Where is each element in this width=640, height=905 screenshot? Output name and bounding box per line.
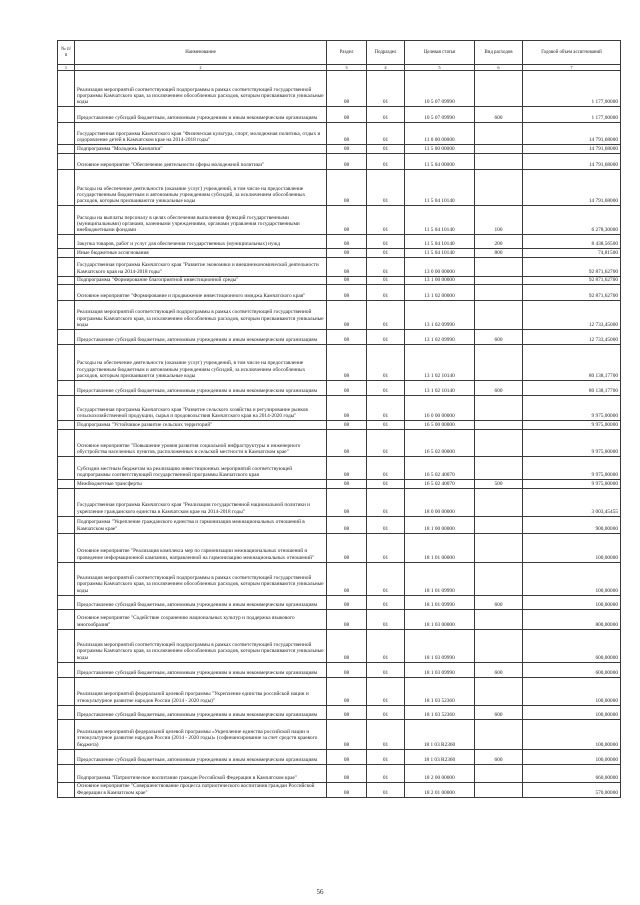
table-row [58,301,621,330]
table-row [58,677,621,705]
row-amount: 6 278,30000 [523,206,621,235]
row-vid [475,396,523,421]
row-vid [475,533,523,562]
row-vid [475,145,523,154]
row-vid [475,276,523,284]
row-razdel: 08 [327,782,367,797]
row-vid [475,629,523,662]
table-row [58,705,621,719]
row-article: 11 0 00 00000 [405,123,475,145]
row-podrazdel: 01 [367,257,405,276]
row-article: 18 1 03 09990 [405,662,475,677]
table-row [58,609,621,629]
row-vid [475,71,523,107]
row-article: 18 2 01 00000 [405,782,475,797]
row-vid [475,488,523,516]
row-name: Основное мероприятие "Формирование и продвижение инвестиционного имиджа Камчатского края" [75,285,327,301]
row-razdel: 08 [327,629,367,662]
row-razdel: 08 [327,235,367,249]
row-podrazdel: 01 [367,516,405,533]
row-vid: 600 [475,705,523,719]
row-name: Закупка товаров, работ и услуг для обеспечения государственных (муниципальных) нужд [75,235,327,249]
column-number: 6 [475,65,523,71]
row-vid: 600 [475,749,523,764]
row-name: Подпрограмма "Молодежь Камчатки" [75,145,327,154]
row-vid [475,677,523,705]
table-row [58,480,621,488]
row-amount: 660,00000 [523,764,621,782]
row-number [58,480,75,488]
row-razdel: 08 [327,457,367,480]
row-article: 11 5 04 00000 [405,154,475,170]
table-row [58,123,621,145]
row-vid [475,719,523,749]
row-amount: 600,00000 [523,662,621,677]
row-razdel: 08 [327,749,367,764]
row-razdel: 08 [327,562,367,595]
row-number [58,677,75,705]
row-razdel: 08 [327,145,367,154]
budget-sheet [57,40,620,798]
row-amount: 92 871,62700 [523,285,621,301]
row-article: 18 1 01 09990 [405,595,475,609]
row-name: Реализация мероприятий соответствующей подпрограммы в рамках соответствующей государственной программы Камчатского края, за исключением обособленных расходов, которым присваиваются уникальные коды [75,629,327,662]
row-razdel: 08 [327,677,367,705]
row-razdel: 08 [327,381,367,396]
row-razdel: 08 [327,396,367,421]
row-article: 18 1 03 R2360 [405,719,475,749]
row-article: 18 1 03 00000 [405,609,475,629]
row-article: 10 5 07 09990 [405,71,475,107]
table-row [58,330,621,345]
row-amount: 12 733,45000 [523,330,621,345]
row-number [58,782,75,797]
page-number: 56 [316,888,324,896]
row-number [58,749,75,764]
table-row [58,719,621,749]
row-podrazdel: 01 [367,107,405,123]
row-name: Основное мероприятие "Обеспечение деятельности сферы молодежной политики" [75,154,327,170]
row-amount: 74,81500 [523,249,621,257]
row-name: Расходы на обеспечение деятельности (оказание услуг) учреждений, в том числе на предоставление государственным бюджетным и автономным учреждениям субсидий, за исключением обособленных расходов, которым присваиваются уникальные коды [75,170,327,206]
row-razdel: 08 [327,533,367,562]
row-podrazdel: 01 [367,301,405,330]
row-vid: 600 [475,662,523,677]
row-razdel: 08 [327,249,367,257]
header-cell: Подраздел [367,41,405,65]
row-name: Государственная программа Камчатского края "Реализация государственной национальной политики и укрепление гражданского единства в Камчатском крае на 2014-2018 годы" [75,488,327,516]
row-podrazdel: 01 [367,421,405,430]
row-number [58,257,75,276]
row-number [58,457,75,480]
row-podrazdel: 01 [367,562,405,595]
row-razdel: 08 [327,421,367,430]
row-podrazdel: 01 [367,285,405,301]
row-amount: 100,00000 [523,533,621,562]
row-vid [475,516,523,533]
row-number [58,285,75,301]
row-razdel: 08 [327,154,367,170]
row-podrazdel: 01 [367,249,405,257]
row-article: 18 1 00 00000 [405,516,475,533]
header-cell: Вид расходов [475,41,523,65]
row-name: Предоставление субсидий бюджетным, автономным учреждениям и иным некоммерческим организациям [75,662,327,677]
row-name: Государственная программа Камчатского края "Развитие экономики и внешнеэкономической деятельности Камчатского края на 2014-2018 годы" [75,257,327,276]
row-amount: 100,00000 [523,562,621,595]
row-razdel: 08 [327,285,367,301]
row-razdel: 08 [327,276,367,284]
row-name: Реализация мероприятий федеральной целевой программы «Укрепление единства российской нации и этнокультурное развитие народов России (2014 - 2020 годы)» (софинансирование за счет средств краевого бюджета) [75,719,327,749]
row-name: Подпрограмма "Устойчивое развитие сельских территорий" [75,421,327,430]
table-row [58,764,621,782]
row-podrazdel: 01 [367,145,405,154]
row-podrazdel: 01 [367,782,405,797]
row-amount: 80 138,17700 [523,381,621,396]
row-vid [475,609,523,629]
table-row [58,257,621,276]
table-row [58,206,621,235]
table-row [58,396,621,421]
row-amount: 92 871,62700 [523,276,621,284]
row-amount: 1 177,00000 [523,107,621,123]
row-number [58,381,75,396]
header-cell: Целевая статья [405,41,475,65]
row-article: 18 1 03 52360 [405,705,475,719]
row-podrazdel: 01 [367,533,405,562]
row-name: Подпрограмма "Формирование благоприятной инвестиционной среды" [75,276,327,284]
row-amount: 100,00000 [523,705,621,719]
row-name: Реализация мероприятий соответствующей подпрограммы в рамках соответствующей государственной программы Камчатского края, за исключением обособленных расходов, которым присваиваются уникальные коды [75,562,327,595]
row-podrazdel: 01 [367,276,405,284]
row-amount: 92 871,62700 [523,257,621,276]
row-amount: 800,00000 [523,609,621,629]
table-row [58,430,621,457]
row-number [58,488,75,516]
row-podrazdel: 01 [367,345,405,381]
row-article: 13 0 00 00000 [405,257,475,276]
row-vid [475,301,523,330]
row-podrazdel: 01 [367,381,405,396]
row-article: 16 5 02 40070 [405,457,475,480]
row-razdel: 08 [327,516,367,533]
row-podrazdel: 01 [367,705,405,719]
row-article: 18 1 01 09990 [405,562,475,595]
row-vid [475,421,523,430]
row-name: Подпрограмма "Укрепление гражданского единства и гармонизация межнациональных отношений в Камчатском крае" [75,516,327,533]
row-number [58,154,75,170]
row-podrazdel: 01 [367,206,405,235]
row-amount: 14 791,68000 [523,145,621,154]
column-number: 2 [75,65,327,71]
row-amount: 100,00000 [523,719,621,749]
row-razdel: 08 [327,705,367,719]
row-razdel: 08 [327,206,367,235]
row-razdel: 08 [327,330,367,345]
row-number [58,235,75,249]
row-name: Основное мероприятие "Повышение уровня развития социальной инфраструктуры и инженерного обустройства населенных пунктов, расположенных в сельской местности в Камчатском крае" [75,430,327,457]
table-row [58,381,621,396]
row-number [58,249,75,257]
table-row [58,154,621,170]
row-amount: 100,00000 [523,595,621,609]
row-number [58,170,75,206]
table-row [58,285,621,301]
row-vid [475,170,523,206]
row-article: 18 1 03 R2360 [405,749,475,764]
column-number: 5 [405,65,475,71]
row-article: 11 5 04 10140 [405,235,475,249]
row-amount: 80 138,17700 [523,345,621,381]
row-razdel: 08 [327,719,367,749]
row-podrazdel: 01 [367,662,405,677]
row-vid [475,123,523,145]
row-name: Субсидии местным бюджетам на реализацию инвестиционных мероприятий соответствующей подпрограммы соответствующей государственной программы Камчатского края [75,457,327,480]
row-podrazdel: 01 [367,609,405,629]
row-name: Предоставление субсидий бюджетным, автономным учреждениям и иным некоммерческим организациям [75,381,327,396]
row-number [58,276,75,284]
table-body [58,71,621,797]
row-article: 18 1 03 09990 [405,629,475,662]
table-row [58,562,621,595]
table-row [58,71,621,107]
row-podrazdel: 01 [367,480,405,488]
table-row [58,276,621,284]
row-amount: 14 791,68000 [523,154,621,170]
row-article: 11 5 00 00000 [405,145,475,154]
row-name: Государственная программа Камчатского края "Развитие сельского хозяйства и регулирование рынков сельскохозяйственной продукции, сырья и продовольствия Камчатского края на 2014-2020 годы" [75,396,327,421]
row-name: Предоставление субсидий бюджетным, автономным учреждениям и иным некоммерческим организациям [75,595,327,609]
row-article: 13 1 02 09990 [405,301,475,330]
row-article: 18 1 03 52360 [405,677,475,705]
header-cell: № п/п [58,41,75,65]
row-article: 11 5 04 10140 [405,206,475,235]
row-name: Подпрограмма "Патриотическое воспитание граждан Российской Федерации в Камчатском крае" [75,764,327,782]
table-row [58,345,621,381]
row-number [58,421,75,430]
row-razdel: 08 [327,430,367,457]
row-number [58,345,75,381]
row-name: Основное мероприятие "Содействие сохранению национальных культур и поддержка языкового многообразия" [75,609,327,629]
row-podrazdel: 01 [367,764,405,782]
row-razdel: 08 [327,345,367,381]
row-podrazdel: 01 [367,677,405,705]
table-row [58,516,621,533]
table-row [58,488,621,516]
row-name: Расходы на обеспечение деятельности (оказание услуг) учреждений, в том числе на предоставление государственным бюджетным и автономным учреждениям субсидий, за исключением обособленных расходов, которым присваиваются уникальные коды [75,345,327,381]
row-name: Реализация мероприятий соответствующей подпрограммы в рамках соответствующей государственной программы Камчатского края, за исключением обособленных расходов, которым присваиваются уникальные коды [75,301,327,330]
row-vid [475,430,523,457]
row-article: 11 5 04 10140 [405,249,475,257]
table-row [58,533,621,562]
row-name: Реализация мероприятий федеральной целевой программы "Укрепление единства российской нации и этнокультурное развитие народов России (2014 - 2020 годы)" [75,677,327,705]
row-article: 18 1 01 00000 [405,533,475,562]
row-razdel: 08 [327,480,367,488]
row-name: Основное мероприятие "Совершенствование процесса патриотического воспитания граждан Российской Федерации в Камчатском крае" [75,782,327,797]
row-razdel: 08 [327,662,367,677]
row-amount: 9 975,00000 [523,421,621,430]
row-podrazdel: 01 [367,749,405,764]
row-vid: 800 [475,249,523,257]
row-podrazdel: 01 [367,170,405,206]
row-amount: 3 003,45455 [523,488,621,516]
row-razdel: 08 [327,257,367,276]
row-podrazdel: 01 [367,430,405,457]
table-row [58,782,621,797]
row-number [58,516,75,533]
row-number [58,301,75,330]
row-number [58,609,75,629]
column-number: 7 [523,65,621,71]
row-razdel: 08 [327,488,367,516]
row-amount: 100,00000 [523,677,621,705]
row-number [58,562,75,595]
row-article: 13 1 02 10140 [405,345,475,381]
table-row [58,595,621,609]
table-row [58,457,621,480]
row-amount: 100,00000 [523,749,621,764]
column-number: 3 [327,65,367,71]
row-number [58,206,75,235]
row-article: 10 5 07 09990 [405,107,475,123]
row-amount: 600,00000 [523,629,621,662]
row-article: 13 1 02 00000 [405,285,475,301]
row-podrazdel: 01 [367,457,405,480]
row-number [58,107,75,123]
row-name: Предоставление субсидий бюджетным, автономным учреждениям и иным некоммерческим организациям [75,107,327,123]
row-razdel: 08 [327,123,367,145]
row-vid [475,285,523,301]
row-vid [475,345,523,381]
header-cell: Годовой объем ассигнований [523,41,621,65]
row-podrazdel: 01 [367,330,405,345]
row-vid: 600 [475,330,523,345]
table-row [58,249,621,257]
row-amount: 9 975,00000 [523,480,621,488]
row-amount: 9 975,00000 [523,396,621,421]
row-name: Реализация мероприятий соответствующей подпрограммы в рамках соответствующей государственной программы Камчатского края, за исключением обособленных расходов, которым присваиваются уникальные коды [75,71,327,107]
row-article: 16 5 00 00000 [405,421,475,430]
row-number [58,705,75,719]
row-name: Государственная программа Камчатского края "Физическая культура, спорт, молодежная политика, отдых и оздоровление детей в Камчатском крае на 2014-2018 годы" [75,123,327,145]
row-amount: 900,00000 [523,516,621,533]
row-number [58,595,75,609]
row-name: Предоставление субсидий бюджетным, автономным учреждениям и иным некоммерческим организациям [75,330,327,345]
table-row [58,421,621,430]
row-number [58,533,75,562]
row-vid: 600 [475,595,523,609]
row-amount: 12 733,45000 [523,301,621,330]
table-header-row [58,41,621,65]
row-article: 16 5 02 40070 [405,480,475,488]
column-number: 4 [367,65,405,71]
row-podrazdel: 01 [367,629,405,662]
row-article: 13 1 02 09990 [405,330,475,345]
row-podrazdel: 01 [367,71,405,107]
row-article: 18 0 00 00000 [405,488,475,516]
row-name: Предоставление субсидий бюджетным, автономным учреждениям и иным некоммерческим организациям [75,705,327,719]
row-vid: 200 [475,235,523,249]
row-podrazdel: 01 [367,488,405,516]
row-number [58,71,75,107]
row-vid [475,764,523,782]
table-row [58,629,621,662]
row-number [58,719,75,749]
row-amount: 14 791,68000 [523,123,621,145]
row-razdel: 08 [327,107,367,123]
table-row [58,145,621,154]
row-podrazdel: 01 [367,154,405,170]
row-number [58,123,75,145]
row-name: Основное мероприятие "Реализация комплекса мер по гармонизации межнациональных отношений и проведение информационной кампании, направленной на гармонизацию межнациональных отношений" [75,533,327,562]
table-row [58,107,621,123]
row-amount: 570,00000 [523,782,621,797]
row-razdel: 08 [327,595,367,609]
header-cell: Наименование [75,41,327,65]
row-article: 13 1 02 10140 [405,381,475,396]
row-amount: 8 438,56500 [523,235,621,249]
row-amount: 14 791,68000 [523,170,621,206]
row-amount: 9 975,00000 [523,430,621,457]
row-name: Иные бюджетные ассигнования [75,249,327,257]
row-number [58,629,75,662]
row-vid: 600 [475,381,523,396]
row-vid [475,154,523,170]
row-vid: 500 [475,480,523,488]
row-razdel: 08 [327,170,367,206]
row-number [58,145,75,154]
row-vid: 600 [475,107,523,123]
row-podrazdel: 01 [367,123,405,145]
row-razdel: 08 [327,764,367,782]
table-row [58,749,621,764]
row-vid [475,257,523,276]
row-number [58,430,75,457]
row-podrazdel: 01 [367,595,405,609]
row-article: 18 2 00 00000 [405,764,475,782]
row-number [58,764,75,782]
column-number: 1 [58,65,75,71]
row-vid [475,562,523,595]
row-razdel: 08 [327,609,367,629]
row-amount: 9 975,00000 [523,457,621,480]
row-article: 16 0 00 00000 [405,396,475,421]
table-row [58,170,621,206]
row-number [58,396,75,421]
row-name: Расходы на выплаты персоналу в целях обеспечения выполнения функций государственными (муниципальными) органами, казенными учреждениями, органами управления государственными внебюджетными фондами [75,206,327,235]
row-podrazdel: 01 [367,719,405,749]
row-vid [475,457,523,480]
row-vid: 100 [475,206,523,235]
row-razdel: 08 [327,301,367,330]
row-name: Межбюджетные трансферты [75,480,327,488]
budget-table [57,40,621,798]
row-vid [475,782,523,797]
row-name: Предоставление субсидий бюджетным, автономным учреждениям и иным некоммерческим организациям [75,749,327,764]
row-amount: 1 177,00000 [523,71,621,107]
header-cell: Раздел [327,41,367,65]
row-podrazdel: 01 [367,235,405,249]
row-article: 11 5 04 10140 [405,170,475,206]
table-row [58,662,621,677]
row-article: 13 1 00 00000 [405,276,475,284]
row-article: 16 5 02 00000 [405,430,475,457]
row-podrazdel: 01 [367,396,405,421]
table-row [58,235,621,249]
row-razdel: 08 [327,71,367,107]
row-number [58,330,75,345]
row-number [58,662,75,677]
